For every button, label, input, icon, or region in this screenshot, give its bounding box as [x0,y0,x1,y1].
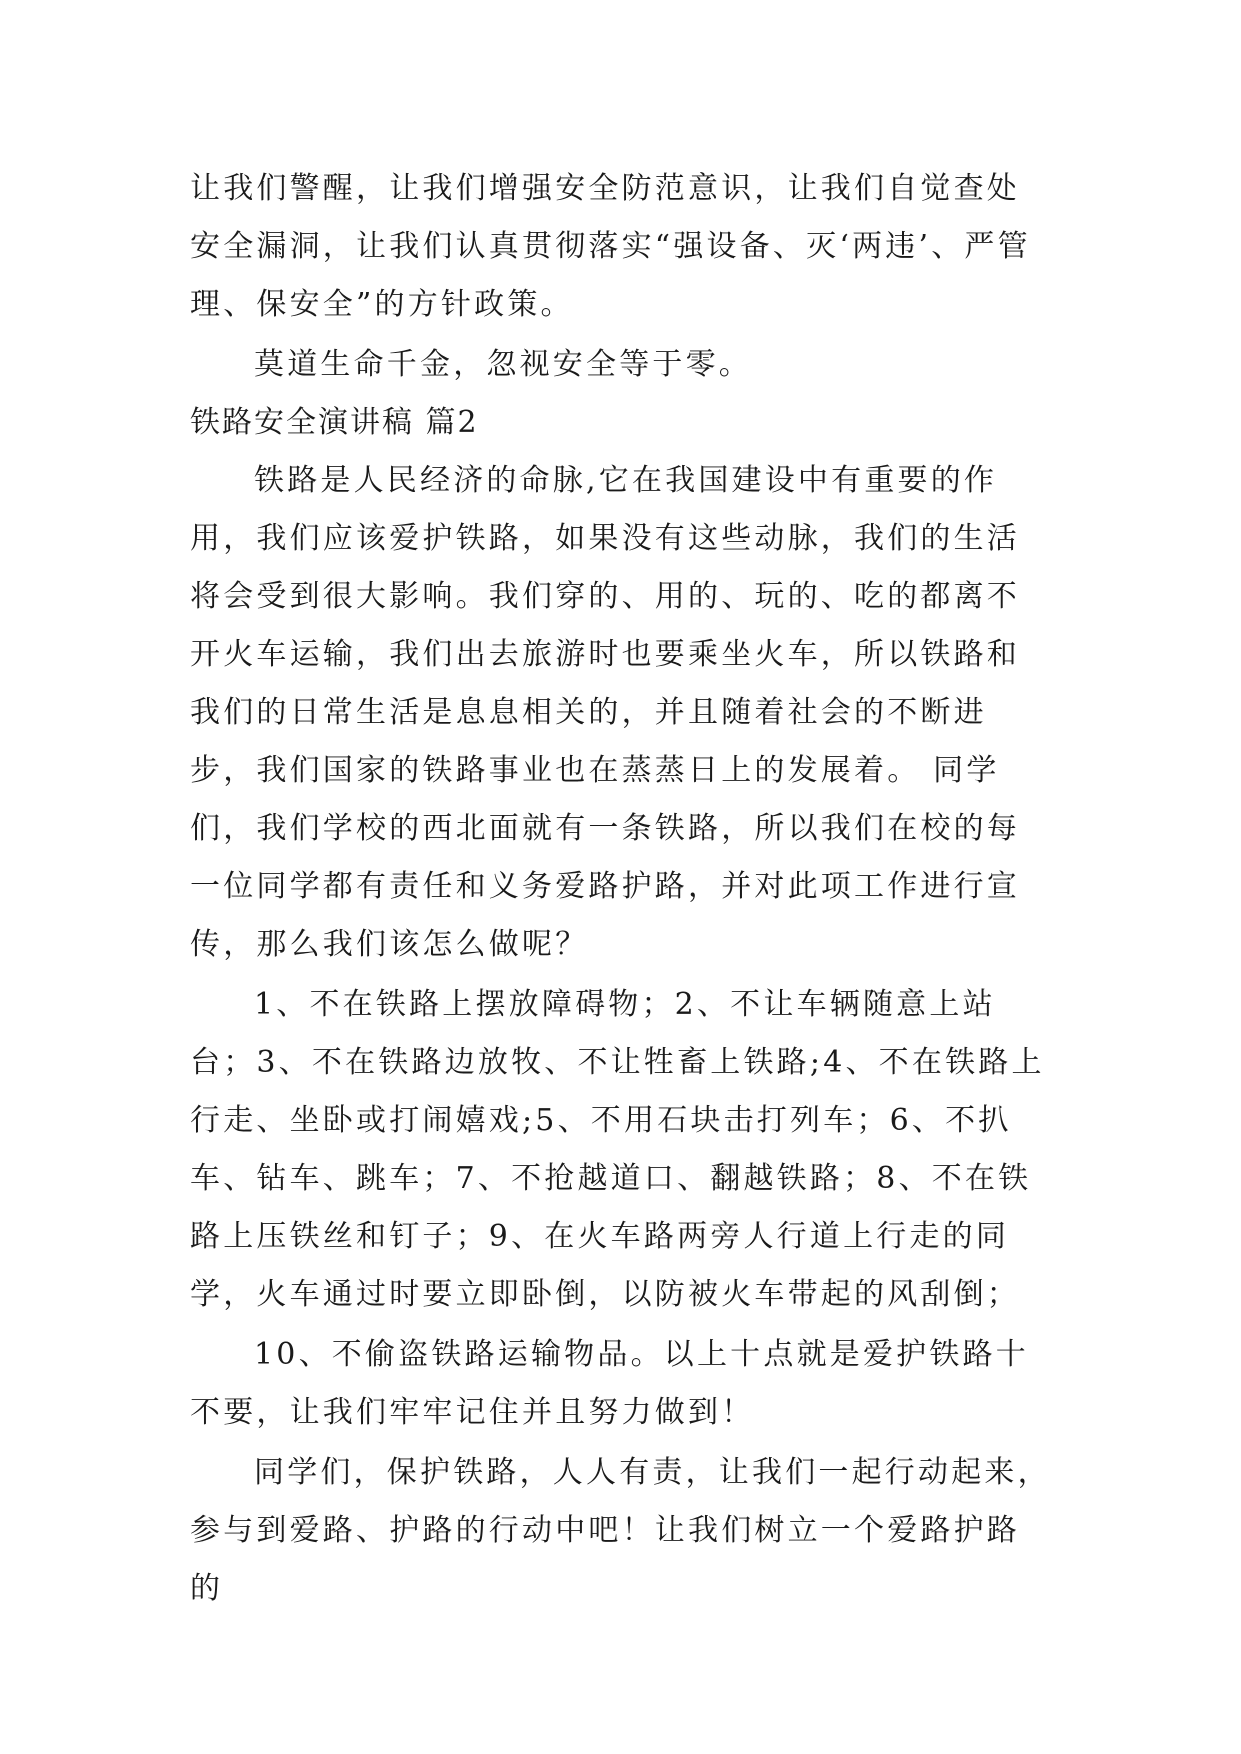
paragraph-safety-awareness: 让我们警醒，让我们增强安全防范意识，让我们自觉查处安全漏洞，让我们认真贯彻落实“强设备、灭‘两违’、严管理、保安全”的方针政策。 [190,171,1031,322]
section-heading: 铁路安全演讲稿 篇2 [190,405,479,440]
paragraph-rule-ten: 10、不偷盗铁路运输物品。以上十点就是爱护铁路十不要，让我们牢牢记住并且努力做到！ [190,1337,1029,1430]
document-body [190,160,1052,1618]
paragraph-ten-rules: 1、不在铁路上摆放障碍物；2、不让车辆随意上站台；3、不在铁路边放牧、不让牲畜上铁路;4、不在铁路上行走、坐卧或打闹嬉戏;5、不用石块击打列车；6、不扒车、钻车、跳车；7、不抢越道口、翻越铁路；8、不在铁路上压铁丝和钉子；9、在火车路两旁人行道上行走的同学，火车通过时要立即卧倒，以防被火车带起的风刮倒； [190,987,1045,1312]
paragraph-life-value: 莫道生命千金，忽视安全等于零。 [254,347,752,382]
paragraph-call-to-action: 同学们，保护铁路，人人有责，让我们一起行动起来，参与到爱路、护路的行动中吧！让我们树立一个爱路护路的 [190,1455,1051,1606]
paragraph-railway-importance: 铁路是人民经济的命脉,它在我国建设中有重要的作用，我们应该爱护铁路，如果没有这些动脉，我们的生活将会受到很大影响。我们穿的、用的、玩的、吃的都离不开火车运输，我们出去旅游时也要乘坐火车，所以铁路和我们的日常生活是息息相关的，并且随着社会的不断进步，我们国家的铁路事业也在蒸蒸日上的发展着。 同学们，我们学校的西北面就有一条铁路，所以我们在校的每一位同学都有责任和义务爱路护路，并对此项工作进行宣传，那么我们该怎么做呢？ [190,463,1020,962]
